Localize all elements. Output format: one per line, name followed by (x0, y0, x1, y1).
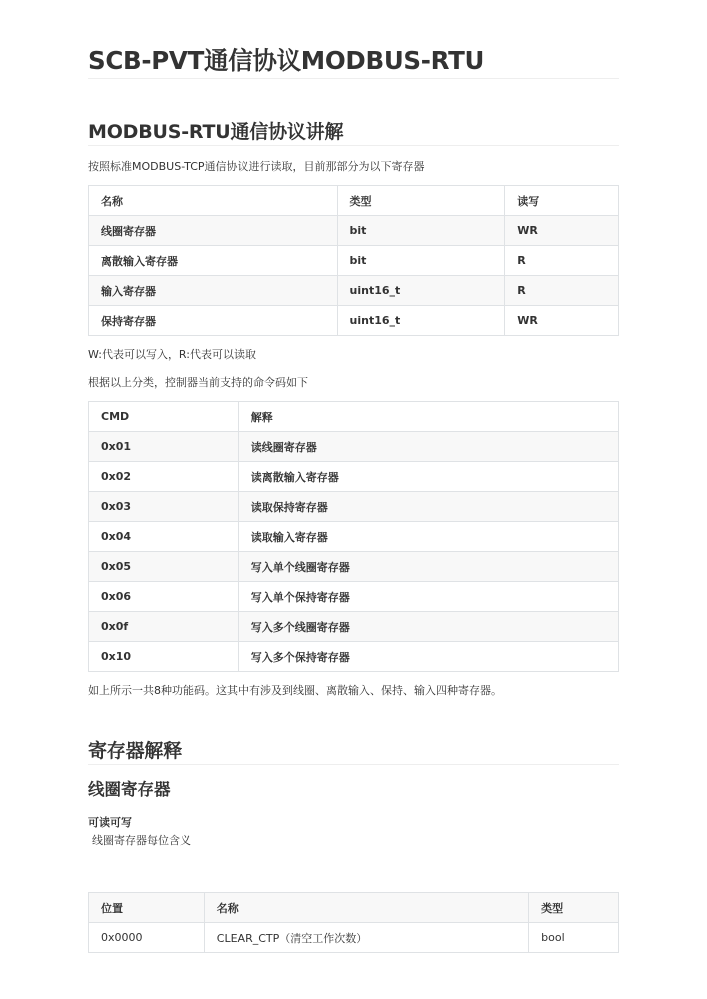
cmd-code-cell: 0x0f (89, 612, 239, 642)
table-header-row (89, 402, 619, 432)
rw-note: W:代表可以写入，R:代表可以读取 (88, 348, 256, 361)
coil-name-cell: CLEAR_CTP（清空工作次数） (204, 923, 528, 953)
table-row (89, 923, 619, 953)
column-header-name: 名称 (89, 186, 338, 216)
summary-paragraph: 如上所示一共8种功能码。这其中有涉及到线圈、离散输入、保持、输入四种寄存器。 (88, 684, 502, 697)
column-header-type: 类型 (337, 186, 505, 216)
register-type-cell: uint16_t (337, 276, 505, 306)
cmd-desc-cell: 写入单个保持寄存器 (238, 582, 618, 612)
column-header-type: 类型 (529, 893, 619, 923)
cmd-desc-cell: 写入单个线圈寄存器 (238, 552, 618, 582)
register-name-cell: 线圈寄存器 (89, 216, 338, 246)
cmd-code-cell: 0x05 (89, 552, 239, 582)
table-row (89, 522, 619, 552)
register-rw-cell: R (505, 246, 619, 276)
section-heading-register-explanation: 寄存器解释 (88, 738, 619, 765)
register-rw-cell: WR (505, 216, 619, 246)
cmd-desc-cell: 读取保持寄存器 (238, 492, 618, 522)
cmd-code-cell: 0x02 (89, 462, 239, 492)
column-header-name: 名称 (204, 893, 528, 923)
register-type-cell: bit (337, 216, 505, 246)
register-name-cell: 保持寄存器 (89, 306, 338, 336)
column-header-explanation: 解释 (238, 402, 618, 432)
register-types-table (88, 185, 619, 336)
table-header-row (89, 186, 619, 216)
subsection-heading-coil-register: 线圈寄存器 (88, 780, 171, 799)
table-row (89, 306, 619, 336)
register-name-cell: 离散输入寄存器 (89, 246, 338, 276)
table-row (89, 582, 619, 612)
cmd-code-cell: 0x04 (89, 522, 239, 552)
table-row (89, 246, 619, 276)
cmd-desc-cell: 读离散输入寄存器 (238, 462, 618, 492)
section-heading-modbus-rtu: MODBUS-RTU通信协议讲解 (88, 119, 619, 146)
coil-address-cell: 0x0000 (89, 923, 205, 953)
register-type-cell: bit (337, 246, 505, 276)
column-header-rw: 读写 (505, 186, 619, 216)
register-name-cell: 输入寄存器 (89, 276, 338, 306)
cmd-code-cell: 0x03 (89, 492, 239, 522)
table-row (89, 432, 619, 462)
table-header-row (89, 893, 619, 923)
coil-register-table (88, 892, 619, 953)
command-code-table (88, 401, 619, 672)
cmd-desc-cell: 写入多个保持寄存器 (238, 642, 618, 672)
register-rw-cell: WR (505, 306, 619, 336)
table-row (89, 642, 619, 672)
cmd-desc-cell: 读线圈寄存器 (238, 432, 618, 462)
coil-description: 线圈寄存器每位含义 (92, 834, 191, 847)
access-label: 可读可写 (88, 816, 132, 829)
table-row (89, 492, 619, 522)
table-row (89, 462, 619, 492)
table-row (89, 612, 619, 642)
cmd-code-cell: 0x10 (89, 642, 239, 672)
cmd-code-cell: 0x01 (89, 432, 239, 462)
cmd-desc-cell: 读取输入寄存器 (238, 522, 618, 552)
column-header-position: 位置 (89, 893, 205, 923)
column-header-cmd: CMD (89, 402, 239, 432)
document-title: SCB-PVT通信协议MODBUS-RTU (88, 0, 619, 79)
register-rw-cell: R (505, 276, 619, 306)
cmd-intro-paragraph: 根据以上分类，控制器当前支持的命令码如下 (88, 376, 308, 389)
table-row (89, 216, 619, 246)
cmd-code-cell: 0x06 (89, 582, 239, 612)
table-row (89, 276, 619, 306)
intro-paragraph: 按照标准MODBUS-TCP通信协议进行读取，目前那部分为以下寄存器 (88, 160, 425, 173)
register-type-cell: uint16_t (337, 306, 505, 336)
cmd-desc-cell: 写入多个线圈寄存器 (238, 612, 618, 642)
coil-type-cell: bool (529, 923, 619, 953)
table-row (89, 552, 619, 582)
